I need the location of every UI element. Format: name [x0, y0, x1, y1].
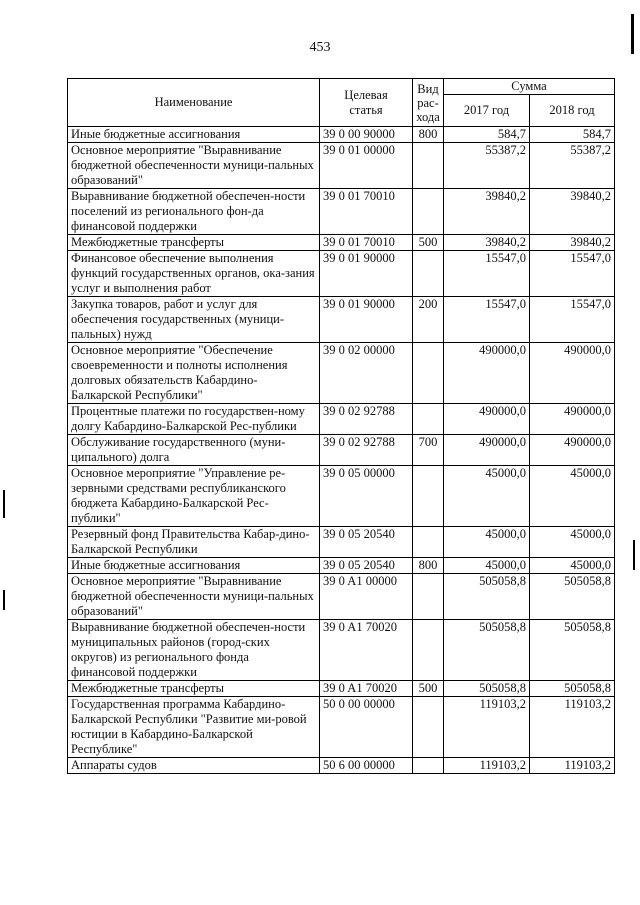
row-expense-kind: 200: [413, 297, 444, 343]
table-body: [68, 127, 615, 774]
row-target-code: 39 0 01 70010: [320, 189, 413, 235]
row-sum-2018: 505058,8: [530, 620, 615, 681]
page-number: 453: [309, 40, 331, 55]
row-target-code: 39 0 A1 70020: [320, 681, 413, 697]
row-name: Аппараты судов: [68, 758, 320, 774]
row-sum-2018: 39840,2: [530, 235, 615, 251]
table-row: [68, 297, 615, 343]
row-sum-2017: 15547,0: [444, 297, 530, 343]
row-sum-2017: 39840,2: [444, 189, 530, 235]
table-row: [68, 527, 615, 558]
row-target-code: 39 0 A1 00000: [320, 574, 413, 620]
table-row: [68, 435, 615, 466]
row-name: Межбюджетные трансферты: [68, 235, 320, 251]
row-sum-2017: 505058,8: [444, 620, 530, 681]
row-target-code: 39 0 A1 70020: [320, 620, 413, 681]
row-expense-kind: 500: [413, 235, 444, 251]
row-target-code: 39 0 01 70010: [320, 235, 413, 251]
table-row: [68, 620, 615, 681]
row-name: Межбюджетные трансферты: [68, 681, 320, 697]
row-target-code: 39 0 05 20540: [320, 527, 413, 558]
row-target-code: 39 0 05 20540: [320, 558, 413, 574]
row-sum-2017: 505058,8: [444, 574, 530, 620]
row-target-code: 39 0 02 92788: [320, 404, 413, 435]
row-sum-2018: 505058,8: [530, 574, 615, 620]
table-row: [68, 404, 615, 435]
row-sum-2018: 490000,0: [530, 404, 615, 435]
row-expense-kind: 500: [413, 681, 444, 697]
row-sum-2017: 119103,2: [444, 697, 530, 758]
row-sum-2018: 490000,0: [530, 343, 615, 404]
row-sum-2017: 15547,0: [444, 251, 530, 297]
row-sum-2018: 490000,0: [530, 435, 615, 466]
row-sum-2018: 39840,2: [530, 189, 615, 235]
table-row: [68, 697, 615, 758]
scan-edge-mark-right: [633, 540, 635, 570]
table-row: [68, 251, 615, 297]
row-name: Обслуживание государственного (муни-ципального) долга: [68, 435, 320, 466]
row-sum-2017: 55387,2: [444, 143, 530, 189]
row-target-code: 50 6 00 00000: [320, 758, 413, 774]
header-target-article: [320, 79, 413, 127]
row-sum-2018: 119103,2: [530, 758, 615, 774]
row-name: Процентные платежи по государствен-ному долгу Кабардино-Балкарской Рес-публики: [68, 404, 320, 435]
budget-table: [67, 78, 615, 774]
row-name: Закупка товаров, работ и услуг для обеспечения государственных (муници-пальных) нужд: [68, 297, 320, 343]
row-target-code: 50 0 00 00000: [320, 697, 413, 758]
table-row: [68, 189, 615, 235]
row-expense-kind: [413, 620, 444, 681]
header-sum: Сумма: [444, 79, 615, 95]
scan-edge-mark-right: [631, 14, 634, 54]
table-row: [68, 343, 615, 404]
row-expense-kind: [413, 574, 444, 620]
row-name: Основное мероприятие "Управление ре-зервными средствами республиканского бюджета Кабардино-Балкарской Рес-публики": [68, 466, 320, 527]
row-target-code: 39 0 02 92788: [320, 435, 413, 466]
row-name: Резервный фонд Правительства Кабар-дино-Балкарской Республики: [68, 527, 320, 558]
row-expense-kind: [413, 404, 444, 435]
row-expense-kind: [413, 343, 444, 404]
row-sum-2017: 45000,0: [444, 558, 530, 574]
header-kind-line1: Вид: [417, 81, 439, 96]
row-expense-kind: [413, 251, 444, 297]
table-row: [68, 558, 615, 574]
table-row: [68, 127, 615, 143]
table-row: [68, 574, 615, 620]
header-kind-line3: хода: [416, 109, 440, 124]
header-target-line2: статья: [349, 102, 383, 117]
row-sum-2017: 490000,0: [444, 435, 530, 466]
row-target-code: 39 0 05 00000: [320, 466, 413, 527]
row-sum-2018: 55387,2: [530, 143, 615, 189]
row-sum-2017: 45000,0: [444, 466, 530, 527]
row-expense-kind: [413, 189, 444, 235]
row-name: Иные бюджетные ассигнования: [68, 127, 320, 143]
row-sum-2017: 584,7: [444, 127, 530, 143]
row-target-code: 39 0 01 90000: [320, 251, 413, 297]
row-sum-2017: 39840,2: [444, 235, 530, 251]
row-expense-kind: 700: [413, 435, 444, 466]
row-name: Иные бюджетные ассигнования: [68, 558, 320, 574]
row-expense-kind: 800: [413, 558, 444, 574]
row-name: Финансовое обеспечение выполнения функций государственных органов, ока-зания услуг и выполнения работ: [68, 251, 320, 297]
row-sum-2018: 15547,0: [530, 251, 615, 297]
row-sum-2018: 15547,0: [530, 297, 615, 343]
row-name: Выравнивание бюджетной обеспечен-ности муниципальных районов (город-ских округов) из регионального фонда финансовой поддержки: [68, 620, 320, 681]
row-sum-2017: 490000,0: [444, 343, 530, 404]
row-name: Выравнивание бюджетной обеспечен-ности поселений из регионального фон-да финансовой поддержки: [68, 189, 320, 235]
header-name: Наименование: [68, 79, 320, 127]
row-expense-kind: [413, 758, 444, 774]
row-target-code: 39 0 01 00000: [320, 143, 413, 189]
scan-edge-mark-left: [3, 490, 5, 518]
row-target-code: 39 0 01 90000: [320, 297, 413, 343]
row-target-code: 39 0 00 90000: [320, 127, 413, 143]
row-expense-kind: [413, 527, 444, 558]
row-name: Основное мероприятие "Обеспечение своевременности и полноты исполнения долговых обязательств Кабардино-Балкарской Республики": [68, 343, 320, 404]
row-expense-kind: [413, 143, 444, 189]
row-sum-2018: 45000,0: [530, 466, 615, 527]
row-sum-2018: 45000,0: [530, 527, 615, 558]
row-expense-kind: [413, 466, 444, 527]
table-row: [68, 758, 615, 774]
header-target-line1: Целевая: [344, 87, 388, 102]
row-name: Государственная программа Кабардино-Балкарской Республики "Развитие ми-ровой юстиции в Кабардино-Балкарской Республике": [68, 697, 320, 758]
row-expense-kind: 800: [413, 127, 444, 143]
row-name: Основное мероприятие "Выравнивание бюджетной обеспеченности муници-пальных образований": [68, 143, 320, 189]
table-row: [68, 681, 615, 697]
row-sum-2017: 45000,0: [444, 527, 530, 558]
row-target-code: 39 0 02 00000: [320, 343, 413, 404]
row-sum-2018: 505058,8: [530, 681, 615, 697]
row-sum-2018: 584,7: [530, 127, 615, 143]
header-kind-line2: рас-: [417, 95, 439, 110]
table-row: [68, 466, 615, 527]
row-sum-2018: 119103,2: [530, 697, 615, 758]
header-expense-kind: [413, 79, 444, 127]
table-row: [68, 235, 615, 251]
row-sum-2017: 505058,8: [444, 681, 530, 697]
table-row: [68, 143, 615, 189]
header-2017: 2017 год: [444, 95, 530, 127]
row-name: Основное мероприятие "Выравнивание бюджетной обеспеченности муници-пальных образований": [68, 574, 320, 620]
row-sum-2018: 45000,0: [530, 558, 615, 574]
row-sum-2017: 490000,0: [444, 404, 530, 435]
scan-edge-mark-left: [3, 590, 5, 610]
row-sum-2017: 119103,2: [444, 758, 530, 774]
header-2018: 2018 год: [530, 95, 615, 127]
row-expense-kind: [413, 697, 444, 758]
